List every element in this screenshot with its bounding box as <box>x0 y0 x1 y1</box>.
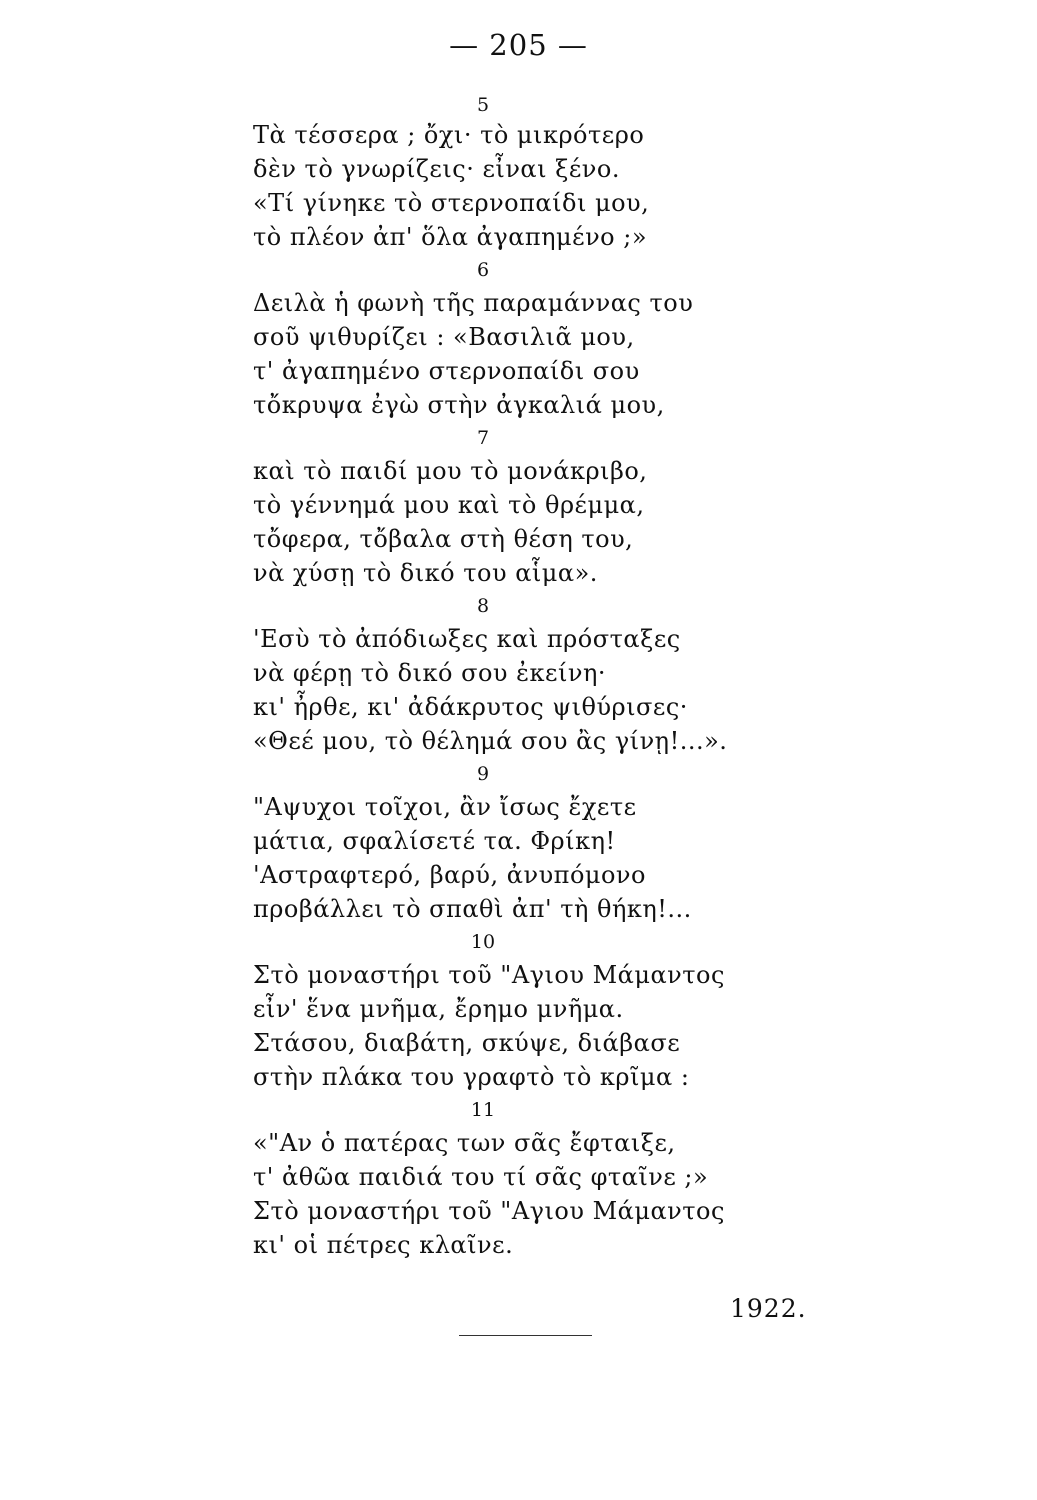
verse-line: καὶ τὸ παιδί μου τὸ μονάκριβο, <box>253 457 648 485</box>
verse-line: στὴν πλάκα του γραφτὸ τὸ κρῖμα : <box>253 1063 690 1091</box>
verse-line: «Τί γίνηκε τὸ στερνοπαίδι μου, <box>253 189 650 217</box>
verse-line: τὸ γέννημά μου καὶ τὸ θρέμμα, <box>253 491 645 519</box>
verse-line: Στὸ μοναστήρι τοῦ "Αγιου Μάμαντος <box>253 961 725 989</box>
verse-line: «"Αν ὁ πατέρας των σᾶς ἔφταιξε, <box>253 1129 676 1157</box>
verse-line: "Αψυχοι τοῖχοι, ἂν ἴσως ἔχετε <box>253 793 637 821</box>
verse-line: τὸ πλέον ἀπ' ὅλα ἀγαπημένο ;» <box>253 223 648 251</box>
verse-line: 'Εσὺ τὸ ἀπόδιωξες καὶ πρόσταξες <box>253 625 681 653</box>
stanza-number: 11 <box>470 1099 496 1121</box>
verse-line: προβάλλει τὸ σπαθὶ ἀπ' τὴ θήκη!... <box>253 895 692 923</box>
verse-line: Τὰ τέσσερα ; ὄχι· τὸ μικρότερο <box>253 121 645 149</box>
poem-year: 1922. <box>730 1294 807 1323</box>
verse-line: τ' ἀγαπημένο στερνοπαίδι σου <box>253 357 640 385</box>
verse-line: σοῦ ψιθυρίζει : «Βασιλιᾶ μου, <box>253 323 635 351</box>
verse-line: «Θεέ μου, τὸ θέλημά σου ἂς γίνῃ!...». <box>253 727 728 755</box>
verse-line: Στὸ μοναστήρι τοῦ "Αγιου Μάμαντος <box>253 1197 725 1225</box>
stanza-6 <box>253 254 713 422</box>
verse-line: νὰ φέρῃ τὸ δικό σου ἐκείνη· <box>253 659 606 687</box>
verse-line: κι' ἦρθε, κι' ἀδάκρυτος ψιθύρισες· <box>253 693 688 721</box>
end-divider <box>459 1335 592 1336</box>
stanza-number: 10 <box>470 931 496 953</box>
stanza-number: 6 <box>476 259 490 281</box>
stanza-8 <box>253 590 728 758</box>
stanza-7 <box>253 422 713 590</box>
verse-line: δὲν τὸ γνωρίζεις· εἶναι ξένο. <box>253 155 620 183</box>
verse-line: τ' ἀθῶα παιδιά του τί σᾶς φταῖνε ;» <box>253 1163 709 1191</box>
verse-line: μάτια, σφαλίσετέ τα. Φρίκη! <box>253 827 616 855</box>
page-number: — 205 — <box>449 28 588 62</box>
verse-line: τὄφερα, τὄβαλα στὴ θέση του, <box>253 525 634 553</box>
stanza-10 <box>253 926 725 1094</box>
verse-line: νὰ χύσῃ τὸ δικό του αἷμα». <box>253 559 598 587</box>
verse-line: 'Αστραφτερό, βαρύ, ἀνυπόμονο <box>253 861 646 889</box>
verse-line: τὄκρυψα ἐγὼ στὴν ἀγκαλιά μου, <box>253 391 665 419</box>
stanza-number: 9 <box>476 763 490 785</box>
stanza-number: 5 <box>476 94 490 116</box>
verse-line: εἶν' ἕνα μνῆμα, ἔρημο μνῆμα. <box>253 995 624 1023</box>
stanza-number: 8 <box>476 595 490 617</box>
stanza-number: 7 <box>476 427 490 449</box>
verse-line: Στάσου, διαβάτη, σκύψε, διάβασε <box>253 1029 681 1057</box>
poem <box>253 92 728 1262</box>
stanza-11 <box>253 1094 725 1262</box>
stanza-5 <box>253 92 713 254</box>
verse-line: κι' οἱ πέτρες κλαῖνε. <box>253 1231 514 1259</box>
verse-line: Δειλὰ ἡ φωνὴ τῆς παραμάννας του <box>253 289 694 317</box>
stanza-9 <box>253 758 713 926</box>
